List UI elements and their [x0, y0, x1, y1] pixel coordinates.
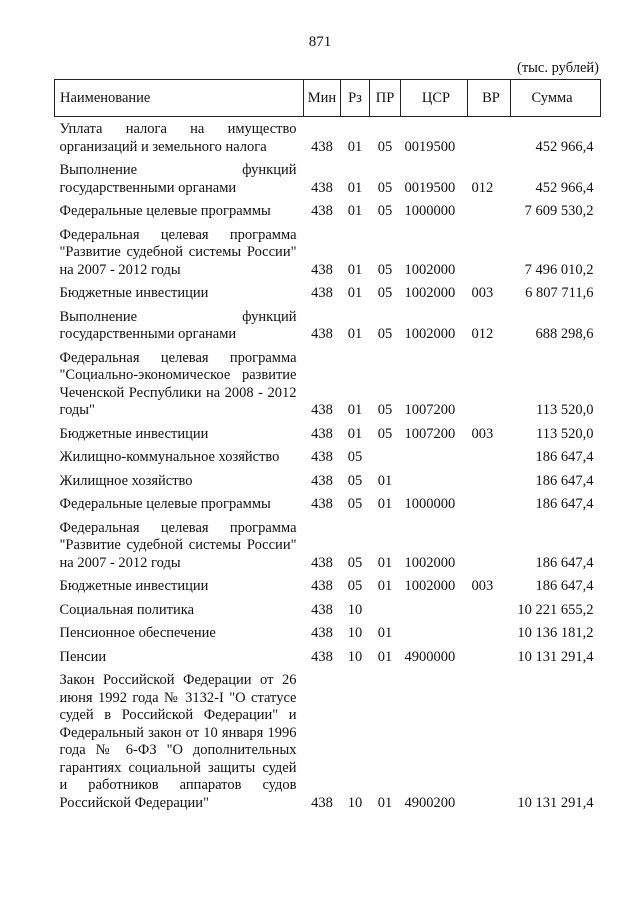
- row-min: 438: [311, 402, 333, 418]
- row-rz: 05: [347, 578, 363, 594]
- row-sum: 7 496 010,2: [524, 261, 594, 278]
- row-pr: 01: [377, 554, 393, 571]
- row-csr: 1002000: [404, 554, 456, 571]
- row-csr: 1002000: [404, 261, 456, 278]
- row-sum: 186 647,4: [535, 449, 594, 465]
- row-pr: [370, 443, 401, 467]
- row-pr: 05: [377, 402, 393, 418]
- row-rz: 01: [347, 138, 363, 155]
- row-rz: 01: [347, 179, 363, 196]
- row-rz: 01: [347, 402, 363, 418]
- row-name: Бюджетные инвестиции: [59, 578, 209, 594]
- row-pr: 05: [377, 179, 393, 196]
- table-row: [55, 443, 601, 467]
- table-body: [55, 117, 601, 813]
- row-min: 438: [311, 285, 333, 301]
- row-min: 438: [311, 648, 333, 665]
- row-vr: [468, 197, 511, 221]
- row-pr: [370, 596, 401, 620]
- row-min: 438: [311, 261, 333, 278]
- table-row: [55, 467, 601, 491]
- row-min: 438: [311, 578, 333, 594]
- row-vr: [468, 596, 511, 620]
- row-vr: [468, 619, 511, 643]
- row-min: 438: [311, 496, 333, 512]
- row-name: Жилищно-коммунальное хозяйство: [59, 449, 280, 465]
- row-sum: 452 966,4: [535, 179, 594, 196]
- table-row: [55, 156, 601, 197]
- row-sum: 452 966,4: [535, 138, 594, 155]
- row-name: Социальная политика: [59, 601, 195, 618]
- row-rz: 05: [347, 449, 363, 465]
- header-min: Мин: [304, 80, 341, 117]
- row-csr: 1007200: [404, 425, 456, 442]
- row-pr: 05: [377, 138, 393, 155]
- row-name: Уплата налога на имущество организаций и земельного налога: [59, 121, 297, 155]
- row-sum: 7 609 530,2: [524, 203, 594, 219]
- table-row: [55, 514, 601, 573]
- row-name: Федеральные целевые программы: [59, 496, 271, 512]
- table-row: [55, 303, 601, 344]
- row-rz: 10: [347, 794, 363, 811]
- header-csr: ЦСР: [401, 80, 468, 117]
- row-name: Выполнение функций государственными органами: [59, 308, 297, 342]
- row-csr: 1002000: [404, 326, 456, 342]
- row-vr: 003: [471, 285, 494, 301]
- row-rz: 10: [347, 601, 363, 618]
- table-row: [55, 344, 601, 420]
- table-row: [55, 572, 601, 596]
- row-vr: [468, 666, 511, 812]
- row-csr: 4900000: [404, 648, 456, 665]
- table-row: [55, 643, 601, 667]
- row-min: 438: [311, 449, 333, 465]
- row-sum: 113 520,0: [536, 425, 594, 442]
- table-row: [55, 420, 601, 444]
- header-sum: Сумма: [511, 80, 601, 117]
- row-name: Федеральная целевая программа "Развитие судебной системы России" на 2007 - 2012 годы: [59, 519, 297, 571]
- table-row: [55, 666, 601, 812]
- row-rz: 01: [347, 203, 363, 219]
- row-pr: 01: [377, 578, 393, 594]
- row-csr: 1000000: [404, 203, 456, 219]
- table-row: [55, 619, 601, 643]
- row-vr: 003: [471, 578, 494, 594]
- table-row: [55, 490, 601, 514]
- row-pr: 01: [377, 625, 393, 641]
- row-name: Федеральная целевая программа "Социально-экономическое развитие Чеченской Республики на 2008 - 2012 годы": [59, 349, 297, 418]
- row-min: 438: [311, 472, 333, 489]
- row-sum: 10 131 291,4: [517, 794, 594, 811]
- row-min: 438: [311, 326, 333, 342]
- row-name: Федеральные целевые программы: [59, 203, 271, 219]
- row-csr: 1007200: [404, 402, 456, 418]
- row-rz: 01: [347, 425, 363, 442]
- row-pr: 01: [377, 648, 393, 665]
- row-csr: 1002000: [404, 578, 456, 594]
- row-vr: [468, 514, 511, 573]
- header-pr: ПР: [370, 80, 401, 117]
- row-pr: 01: [377, 472, 393, 489]
- row-rz: 10: [347, 648, 363, 665]
- row-pr: 01: [377, 496, 393, 512]
- row-csr: 0019500: [404, 138, 456, 155]
- row-pr: 01: [377, 794, 393, 811]
- row-csr: [401, 467, 468, 491]
- row-sum: 10 136 181,2: [517, 625, 594, 641]
- header-vr: ВР: [468, 80, 511, 117]
- row-sum: 186 647,4: [535, 554, 594, 571]
- row-vr: [468, 643, 511, 667]
- row-vr: [468, 467, 511, 491]
- row-min: 438: [311, 554, 333, 571]
- table-row: [55, 596, 601, 620]
- row-vr: 003: [471, 425, 494, 442]
- row-min: 438: [311, 625, 333, 641]
- row-vr: [468, 117, 511, 157]
- row-name: Жилищное хозяйство: [59, 472, 193, 489]
- row-name: Пенсионное обеспечение: [59, 625, 216, 641]
- row-csr: 0019500: [404, 179, 456, 196]
- table-row: [55, 279, 601, 303]
- row-sum: 186 647,4: [535, 496, 594, 512]
- header-rz: Рз: [341, 80, 370, 117]
- row-vr: 012: [471, 326, 494, 342]
- row-rz: 01: [347, 326, 363, 342]
- row-csr: 4900200: [404, 794, 456, 811]
- table-header-row: [55, 80, 601, 117]
- budget-table: [54, 79, 601, 812]
- units-note: (тыс. рублей): [517, 60, 599, 76]
- row-sum: 113 520,0: [536, 402, 594, 418]
- row-vr: 012: [471, 179, 494, 196]
- row-name: Выполнение функций государственными органами: [59, 162, 297, 196]
- row-csr: 1000000: [404, 496, 456, 512]
- row-name: Пенсии: [59, 648, 107, 665]
- row-pr: 05: [377, 285, 393, 301]
- row-name: Бюджетные инвестиции: [59, 285, 209, 301]
- row-pr: 05: [377, 326, 393, 342]
- row-min: 438: [311, 203, 333, 219]
- row-csr: 1002000: [404, 285, 456, 301]
- row-csr: [401, 596, 468, 620]
- row-min: 438: [311, 425, 333, 442]
- row-sum: 688 298,6: [535, 326, 594, 342]
- row-name: Закон Российской Федерации от 26 июня 1992 года № 3132-I "О статусе судей в Российской Федерации" и Федеральный закон от 10 января 1996 года № 6-ФЗ "О дополнительных гарантиях социальной защиты судей и работников аппаратов судов Российской Федерации": [59, 672, 297, 811]
- row-pr: 05: [377, 425, 393, 442]
- row-name: Бюджетные инвестиции: [59, 425, 209, 442]
- row-sum: 10 221 655,2: [517, 601, 594, 618]
- row-sum: 186 647,4: [535, 472, 594, 489]
- row-min: 438: [311, 179, 333, 196]
- row-pr: 05: [377, 203, 393, 219]
- row-vr: [468, 221, 511, 280]
- table-row: [55, 197, 601, 221]
- row-vr: [468, 344, 511, 420]
- row-rz: 05: [347, 472, 363, 489]
- row-pr: 05: [377, 261, 393, 278]
- row-vr: [468, 443, 511, 467]
- row-rz: 10: [347, 625, 363, 641]
- row-rz: 01: [347, 285, 363, 301]
- row-rz: 05: [347, 496, 363, 512]
- row-rz: 01: [347, 261, 363, 278]
- row-min: 438: [311, 794, 333, 811]
- page-number: 871: [308, 34, 332, 50]
- row-sum: 10 131 291,4: [517, 648, 594, 665]
- header-name: Наименование: [55, 80, 304, 117]
- row-sum: 6 807 711,6: [525, 285, 594, 301]
- row-vr: [468, 490, 511, 514]
- row-min: 438: [311, 601, 333, 618]
- row-sum: 186 647,4: [535, 578, 594, 594]
- row-name: Федеральная целевая программа "Развитие судебной системы России" на 2007 - 2012 годы: [59, 226, 297, 278]
- table-row: [55, 117, 601, 157]
- row-csr: [401, 443, 468, 467]
- row-rz: 05: [347, 554, 363, 571]
- table-row: [55, 221, 601, 280]
- row-csr: [401, 619, 468, 643]
- row-min: 438: [311, 138, 333, 155]
